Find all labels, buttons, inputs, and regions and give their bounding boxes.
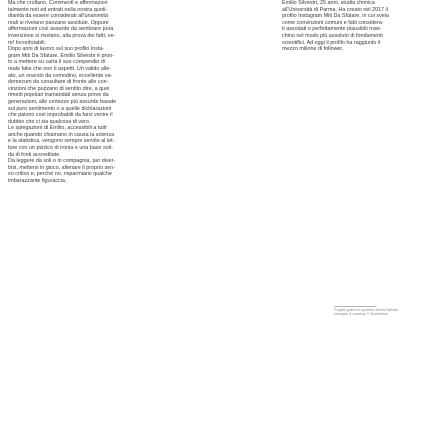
- author-bio-line: chino nel modo più assoluto di fondamenti: [282, 32, 383, 39]
- synopsis-column: [8, 0, 116, 185]
- synopsis-line: Dopo anni di lavoro sul suo profilo Insta-: [8, 46, 105, 53]
- synopsis-line: Da leggere da soli o in compagnia, per diver-: [8, 158, 116, 165]
- author-bio-column: [282, 0, 430, 53]
- synopsis-line: imbarazzante figuraccia.: [8, 178, 67, 185]
- cover-credits: [334, 308, 434, 316]
- synopsis-line: gram Miti Da Sfatare, Emilio Silvestri è pron-: [8, 52, 115, 59]
- synopsis-line: talmente noti ed entrati nella nostra quoti-: [8, 6, 108, 13]
- author-bio-line: Emilio Silvestri, 25 anni, studia chimica: [282, 0, 375, 6]
- author-bio-line: come convinzioni comuni e fatti considera-: [282, 19, 384, 26]
- synopsis-line: demecum da consultare di fronte alle con-: [8, 79, 109, 86]
- synopsis-line: Le spiegazioni di Emilio, accessibili a tutti: [8, 125, 107, 132]
- author-bio-line: all'Università di Parma. Ha creato nel 2017 il: [282, 6, 388, 13]
- cover-credit-line: Progetto grafico di copertina: Alberto Bertolini: [334, 308, 398, 312]
- credit-divider: [334, 306, 376, 307]
- synopsis-line: so critico e, perché no, risparmiarsi qualche: [8, 171, 112, 178]
- synopsis-line: invenzione si rivelano, alla prova dei fatti, ve-: [8, 32, 116, 39]
- synopsis-line: rimedi popolari tramandati senza prove da: [8, 92, 109, 99]
- synopsis-line: ato, un oracolo da comodino, eccellente va-: [8, 72, 113, 79]
- author-bio-line: mezzo milione di follower.: [282, 46, 344, 53]
- synopsis-line: e la statistica, vengono sempre servite al let-: [8, 138, 115, 145]
- synopsis-line: Ma che crollano. Commentl e affermazion: [8, 0, 108, 6]
- synopsis-line: che paiono così improbabili da farci venire il: [8, 112, 113, 119]
- synopsis-line: dubbio che ci sia qualcosa di vero.: [8, 118, 91, 125]
- synopsis-line: vinzioni che puzzano di sentito dire, a quei: [8, 85, 110, 92]
- author-bio-line: ti assodati o perfettamente plausibili man-: [282, 26, 382, 33]
- cover-credit-line: Immagine di copertina: © Shutterstock: [334, 312, 389, 316]
- synopsis-line: sul puro sentimento o a quelle dichiarazioni: [8, 105, 112, 112]
- synopsis-line: reali si rivelano panzane assolute. Oppure: [8, 19, 109, 26]
- synopsis-line: dianità da essere considerati all'unanimità: [8, 13, 108, 20]
- synopsis-line: tirsi, mettersi in gioco, allenare il proprio sen-: [8, 164, 115, 171]
- synopsis-line: re! Inconfutabili.: [8, 39, 47, 46]
- synopsis-line: generazioni, alle certezze più assurde basate: [8, 98, 116, 105]
- synopsis-line: da di fonti accreditate.: [8, 151, 61, 158]
- synopsis-line: anche quando chiamano in causa la scienza: [8, 131, 115, 138]
- synopsis-line: to a mettere su carta il suo compendio di: [8, 59, 106, 66]
- synopsis-line: tore con un pizzico di ironia e una base soli-: [8, 145, 113, 152]
- author-bio-line: profilo Instagram Miti Da Sfatare, in cui svela: [282, 13, 389, 20]
- author-bio-line: scientifici. Ad oggi il profilo ha raggiunto il: [282, 39, 381, 46]
- synopsis-line: affermazioni così assurde da sembrare pura: [8, 26, 114, 33]
- synopsis-line: reale fake che non ti aspetti. Un valido alle-: [8, 65, 112, 72]
